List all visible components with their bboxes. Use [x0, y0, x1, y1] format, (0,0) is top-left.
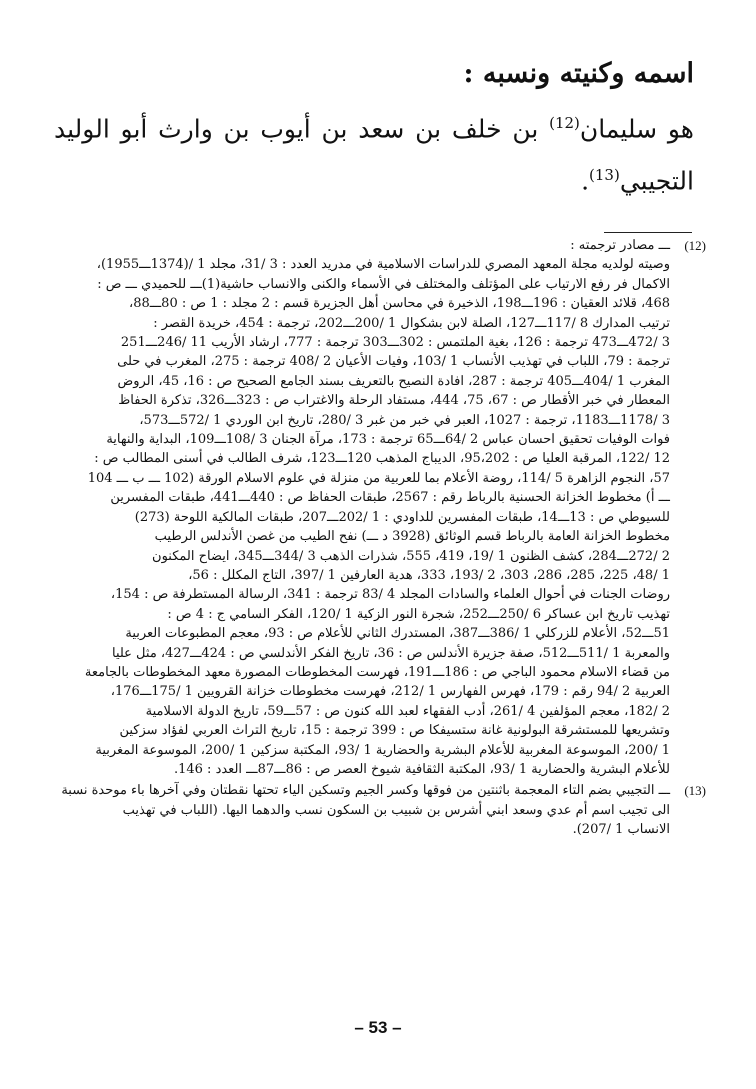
main-text-end: . [581, 166, 590, 196]
footnote-line: ـــ التجيبي بضم التاء المعجمة باثنتين من فوقها وكسر الجيم وتسكين الياء تحتها نقطتان وفي آخرها باء موحدة نسبة [61, 783, 670, 799]
footnote-separator [604, 232, 692, 233]
footnote-line: ترتيب المدارك 8 /117ـــ127، الصلة لابن بشكوال 1 /200ـــ202، ترجمة : 454، خريدة القصر : [153, 315, 670, 331]
footnote-line: ـــ أ) مخطوط الخزانة الحسنية بالرباط رقم : 2567، طبقات الحفاظ ص : 440ـــ441، طبقات المفسرين [110, 490, 670, 506]
footnote-line: ـــ مصادر ترجمته : [570, 238, 670, 253]
main-paragraph [54, 100, 694, 205]
footnote-line: 468، قلائد العقيان : 196ـــ198، الذخيرة في محاسن أهل الجزيرة قسم : 2 مجلد : 1 ص : 80ـــ88، [128, 296, 670, 312]
footnote-body [48, 236, 670, 779]
footnote-line: وتشريعها للمستشرقة البولونية غانة ستسيفكا ص : 399 ترجمة : 15، تاريخ التراث العربي لفؤاد سزكين [119, 723, 670, 739]
footnote-number: (13) [684, 783, 706, 799]
main-text-middle: بن خلف بن سعد بن أيوب بن وارث أبو الوليد التجيبي [54, 114, 694, 196]
main-text-start: هو سليمان [579, 114, 694, 144]
footnote-line: فوات الوفيات تحقيق احسان عباس 2 /64ـــ65 ترجمة : 173، مرآة الجنان 3 /108ـــ109، البداية والنهاية [106, 432, 670, 448]
footnote-line: المعطار في خبر الأقطار ص : 67، 75، 444، مستفاد الرحلة والاغتراب ص : 323ـــ326، تذكرة الحفاظ [118, 393, 670, 409]
footnote-line: الى تجيب اسم أم عدي وسعد ابني أشرس بن شبيب بن السكون نسب والدهما اليها. (اللباب في تهذيب [122, 802, 670, 818]
footnote-line: 12 /122، المرقبة العليا ص : 95،202، الديباج المذهب 120ـــ123، شرف الطالب في أسنى المطالب ص : [94, 451, 670, 467]
footnote-line: مخطوط الخزانة العامة بالرباط قسم الوثائق (3928 د ـــ) نفح الطيب من غصن الأندلس الرطيب [154, 529, 670, 545]
footnote-ref-12[interactable]: (12) [549, 114, 580, 132]
footnote-12 [48, 236, 706, 779]
footnote-line: وصيته لولديه مجلة المعهد المصري للدراسات الاسلامية في مدريد العدد : 3 /31، مجلد 1 /(1374ـــ1955)، [96, 257, 670, 273]
footnote-line: والمعربة 1 /511ـــ512، صفة جزيرة الأندلس ص : 36، تاريخ الفكر الأندلسي ص : 424ـــ427، مثل عليا [111, 645, 670, 661]
footnote-line: 1 /200، الموسوعة المغربية للأعلام البشرية والحضارية 1 /93، المكتبة سزكين 1 /200، الموسوعة المغربية [95, 742, 670, 758]
footnote-line: 2 /182، معجم المؤلفين 4 /261، أدب الفقهاء لعبد الله كنون ص : 57ـــ59، تاريخ الدولة الاسلامية [145, 703, 670, 719]
footnote-line: 51ـــ52، الأعلام للزركلي 1 /386ـــ387، المستدرك الثاني للأعلام ص : 93، معجم المطبوعات العربية [125, 626, 670, 642]
page-number: – 53 – [354, 1018, 402, 1037]
footnote-line: ترجمة : 79، اللباب في تهذيب الأنساب 1 /103، وفيات الأعيان 2 /408 ترجمة : 275، المغرب في حلى [117, 354, 670, 370]
footnote-line: روضات الجنات في أحوال العلماء والسادات المجلد 4 /83 ترجمة : 341، الرسالة المستطرفة ص : 154، [110, 587, 670, 603]
footnote-line: المغرب 1 /404ـــ405 ترجمة : 287، افادة النصيح بالتعريف بسند الجامع الصحيح ص : 16، 45، الروض [117, 373, 670, 389]
footnote-number: (12) [684, 238, 706, 253]
footnote-line: 3 /472ـــ473 ترجمة : 126، بغية الملتمس : 302ـــ303 ترجمة : 777، ارشاد الأريب 11 /246ـــ251 [120, 335, 670, 351]
footnote-line: 1 /48، 225، 285، 286، 303، 2 /193، 333، هدية العارفين 1 /397، التاج المكلل : 56، [188, 567, 670, 583]
footnotes-section [48, 236, 706, 842]
footnote-line: 57، النجوم الزاهرة 5 /114، روضة الأعلام بما للعربية من منزلة في علوم الاسلام الورقة (102 ـــ ب ـــ 104 [87, 470, 670, 486]
footnote-body [48, 781, 670, 839]
footnote-line: 3 /1178ـــ1183، ترجمة : 1027، العبر في خبر من غبر 3 /280، تاريخ ابن الوردي 1 /572ـــ573، [139, 412, 670, 428]
footnote-line: تهذيب تاريخ ابن عساكر 6 /250ـــ252، شجرة النور الزكية 1 /120، الفكر السامي ج : 4 ص : [167, 606, 670, 622]
footnote-line: للسيوطي ص : 13ـــ14، طبقات المفسرين للداودي : 1 /202ـــ207، طبقات المالكية اللوحة (273) [134, 509, 670, 525]
footnote-line: العربية 2 /94 رقم : 179، فهرس الفهارس 1 /212، فهرست مخطوطات خزانة القرويين 1 /175ـــ176، [110, 684, 670, 700]
footnote-line: 2 /272ـــ284، كشف الظنون 1 /19، 419، 555، شذرات الذهب 3 /344ـــ345، ايضاح المكنون [152, 548, 670, 564]
footnote-line: الانساب 1 /207). [572, 822, 670, 838]
section-heading: اسمه وكنيته ونسبه : [463, 58, 694, 89]
footnote-ref-13[interactable]: (13) [589, 166, 620, 185]
footnote-line: للأعلام البشرية والحضارية 1 /93، المكتبة الثقافية شيوخ العصر ص : 86ـــ87ـــ العدد : 146. [173, 761, 670, 777]
footnote-line: الاكمال فر رفع الارتياب على المؤتلف والمختلف في الأسماء والكنى والانساب حاشية(1)ـــ للحميدي ـــ ص : [97, 276, 670, 292]
footnote-13 [48, 781, 706, 839]
footnote-line: من قضاء الاسلام محمود الباجي ص : 186ـــ191، فهرست المخطوطات المصورة معهد المخطوطات بالجامعة [84, 664, 670, 680]
